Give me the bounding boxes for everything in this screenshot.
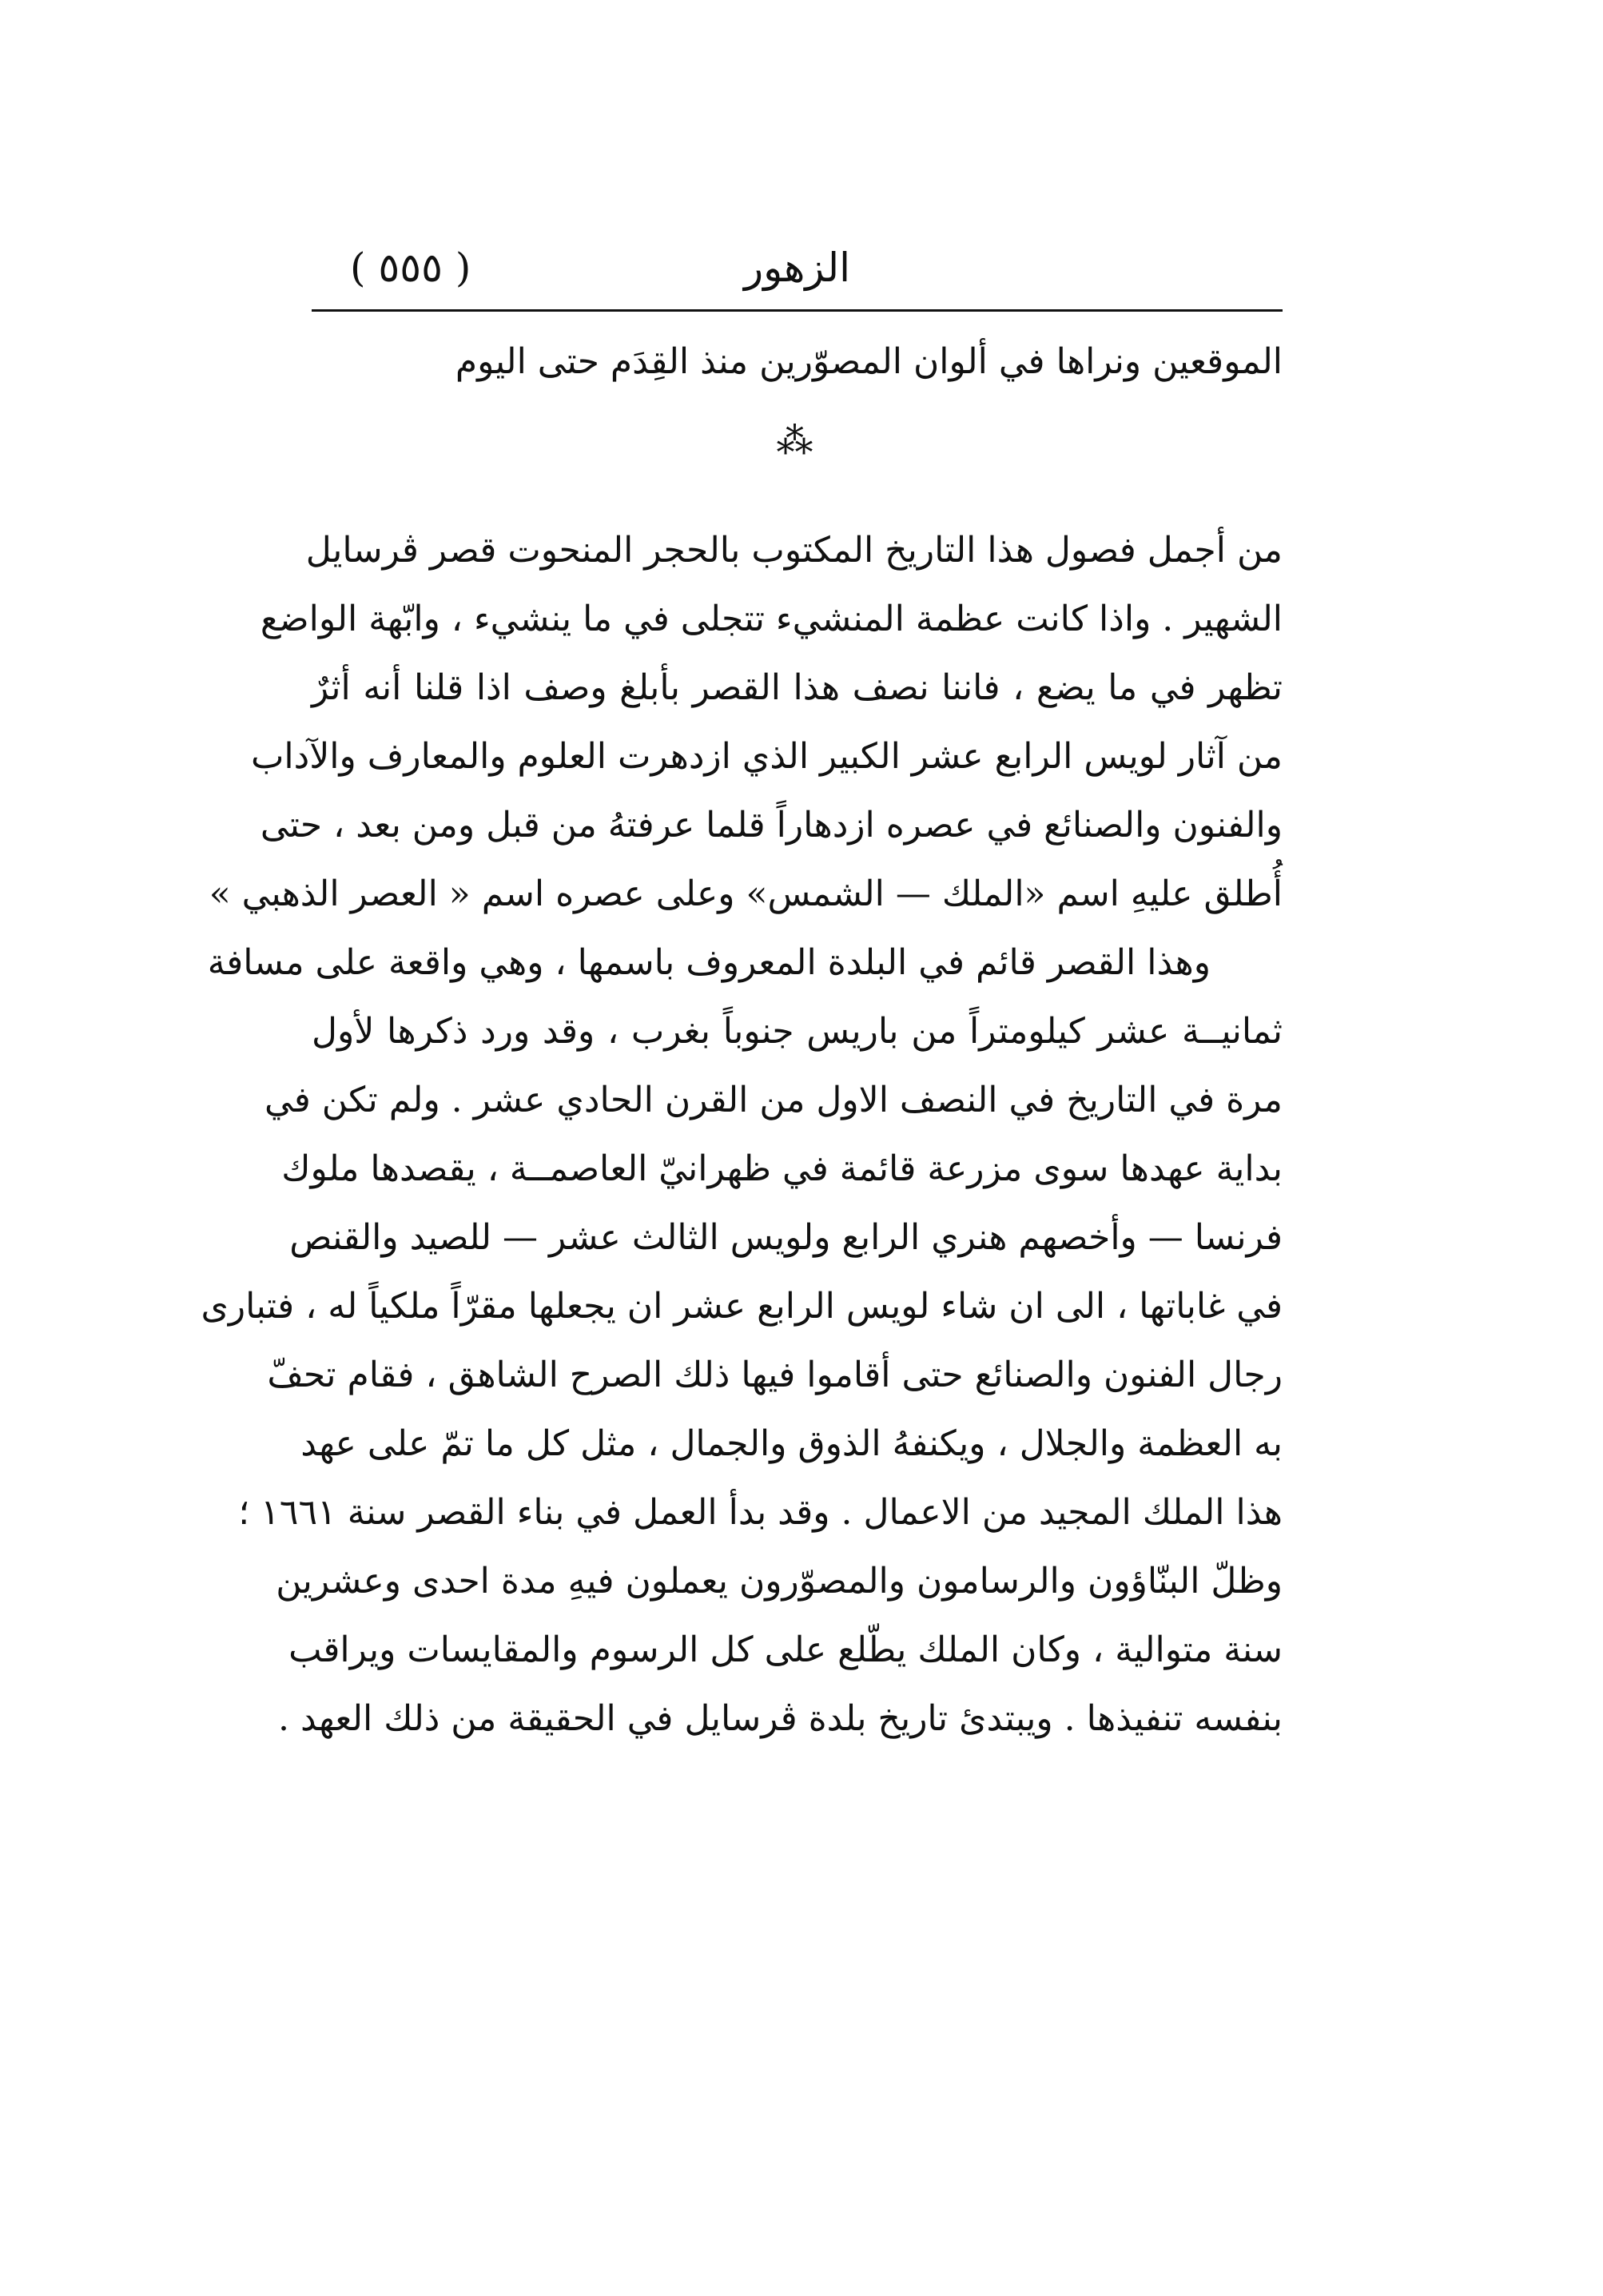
- text-line: سنة متوالية ، وكان الملك يطّلع على كل الرسوم والمقايسات ويراقب: [288, 1629, 1283, 1670]
- section-separator: [312, 396, 1283, 516]
- running-title: الزهور: [743, 245, 851, 291]
- text-line: تظهر في ما يضع ، فاننا نصف هذا القصر بأبلغ وصف اذا قلنا أنه أثرٌ: [312, 667, 1283, 708]
- text-line: من آثار لويس الرابع عشر الكبير الذي ازدهرت العلوم والمعارف والآداب: [250, 736, 1283, 777]
- text-line: بنفسه تنفيذها . ويبتدئ تاريخ بلدة ڤرسايل في الحقيقة من ذلك العهد .: [278, 1698, 1283, 1739]
- paragraph-2: [201, 929, 1283, 1753]
- text-line: من أجمل فصول هذا التاريخ المكتوب بالحجر المنحوت قصر ڤرسايل: [305, 530, 1283, 571]
- asterism-icon: ⁂: [776, 419, 818, 462]
- text-line: الموقعين ونراها في ألوان المصوّرين منذ القِدَم حتى اليوم: [455, 341, 1283, 382]
- text-line: فرنسا — وأخصهم هنري الرابع ولويس الثالث عشر — للصيد والقنص: [289, 1217, 1283, 1258]
- text-line: هذا الملك المجيد من الاعمال . وقد بدأ العمل في بناء القصر سنة ١٦٦١ ؛: [238, 1492, 1283, 1533]
- text-line: والفنون والصنائع في عصره ازدهاراً قلما عرفتهُ من قبل ومن بعد ، حتى: [260, 805, 1283, 846]
- body-text: [201, 328, 1283, 1753]
- text-line: وظلّ البنّاؤون والرسامون والمصوّرون يعملون فيهِ مدة احدى وعشرين: [276, 1561, 1283, 1602]
- page-number: ( ٥٥٥ ): [350, 245, 471, 291]
- text-line: بداية عهدها سوى مزرعة قائمة في ظهرانيّ العاصمــة ، يقصدها ملوك: [281, 1148, 1283, 1189]
- page-header: [312, 240, 1283, 304]
- text-line: مرة في التاريخ في النصف الاول من القرن الحادي عشر . ولم تكن في: [265, 1080, 1283, 1120]
- text-line: رجال الفنون والصنائع حتى أقاموا فيها ذلك الصرح الشاهق ، فقام تحفّ: [267, 1355, 1283, 1395]
- header-rule: [312, 309, 1283, 312]
- text-line: به العظمة والجلال ، ويكنفهُ الذوق والجمال ، مثل كل ما تمّ على عهد: [300, 1423, 1283, 1464]
- text-line: وهذا القصر قائم في البلدة المعروف باسمها ، وهي واقعة على مسافة: [207, 942, 1211, 983]
- text-line: في غاباتها ، الى ان شاء لويس الرابع عشر ان يجعلها مقرّاً ملكياً له ، فتبارى: [201, 1286, 1283, 1327]
- text-line: أُطلق عليهِ اسم «الملك — الشمس» وعلى عصره اسم « العصر الذهبي »: [209, 873, 1283, 914]
- text-line: ثمانيــة عشر كيلومتراً من باريس جنوباً بغرب ، وقد ورد ذكرها لأول: [312, 1011, 1283, 1052]
- paragraph-1: [209, 516, 1283, 929]
- text-line: الشهير . واذا كانت عظمة المنشيء تتجلى في ما ينشيء ، وابّهة الواضع: [260, 599, 1283, 639]
